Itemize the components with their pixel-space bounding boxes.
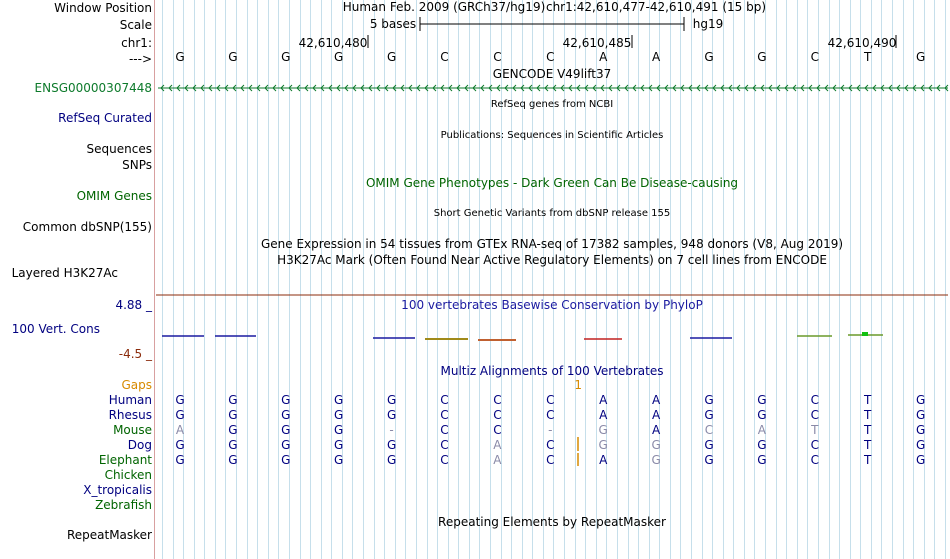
reference-base: A xyxy=(599,50,608,64)
species-label-human[interactable]: Human xyxy=(108,393,152,407)
repeatmasker-track-title: Repeating Elements by RepeatMasker xyxy=(438,515,666,529)
aligned-base: G xyxy=(175,453,185,467)
reference-base: G xyxy=(281,50,291,64)
multiz-track-title: Multiz Alignments of 100 Vertebrates xyxy=(440,364,664,378)
refseq-label[interactable]: RefSeq Curated xyxy=(58,111,152,125)
aligned-base: C xyxy=(546,453,555,467)
aligned-base: G xyxy=(386,438,397,452)
chrom-label: chr1: xyxy=(121,36,152,50)
reference-base: G xyxy=(704,50,714,64)
aligned-base: A xyxy=(599,393,608,407)
aligned-base: G xyxy=(228,423,238,437)
aligned-base: C xyxy=(440,408,449,422)
aligned-base: - xyxy=(548,423,553,437)
omim-label[interactable]: OMIM Genes xyxy=(76,189,152,203)
scale-label: Scale xyxy=(119,18,152,32)
aligned-base: G xyxy=(281,393,291,407)
aligned-base: A xyxy=(493,438,502,452)
aligned-base: G xyxy=(334,393,344,407)
aligned-base: C xyxy=(440,393,449,407)
aligned-base: T xyxy=(811,423,819,437)
species-label-mouse[interactable]: Mouse xyxy=(113,423,152,437)
phylop-track-title: 100 vertebrates Basewise Conservation by PhyloP xyxy=(401,298,703,312)
dbsnp-label[interactable]: Common dbSNP(155) xyxy=(22,220,152,234)
window-position-label: Window Position xyxy=(54,1,152,15)
reference-base: C xyxy=(546,50,555,64)
aligned-base: G xyxy=(704,453,714,467)
aligned-base: G xyxy=(334,453,344,467)
dbsnp-track-title: Short Genetic Variants from dbSNP release 155 xyxy=(433,208,671,219)
coord-tick-2: 42,610,485 xyxy=(562,36,632,50)
aligned-base: T xyxy=(864,423,872,437)
aligned-base: G xyxy=(915,438,926,452)
aligned-base: G xyxy=(281,408,291,422)
species-label-chicken[interactable]: Chicken xyxy=(104,468,152,482)
aligned-base: G xyxy=(386,453,397,467)
aligned-base: C xyxy=(810,453,819,467)
position-text: chr1:42,610,477-42,610,491 (15 bp) xyxy=(545,0,767,14)
strand-label: ---> xyxy=(128,52,152,66)
aligned-base: G xyxy=(651,438,661,452)
reference-base: G xyxy=(228,50,238,64)
aligned-base: T xyxy=(864,438,872,452)
aligned-base: G xyxy=(281,453,291,467)
cons-min-label: -4.5 _ xyxy=(118,347,152,361)
layered-h3k27ac-label[interactable]: Layered H3K27Ac xyxy=(11,266,118,280)
reference-base: C xyxy=(493,50,502,64)
aligned-base: A xyxy=(651,408,661,422)
gtex-track-title: Gene Expression in 54 tissues from GTEx RNA-seq of 17382 samples, 948 donors (V8, Aug 2019) xyxy=(260,237,844,251)
coord-tick-3: 42,610,490 xyxy=(827,36,897,50)
sequences-label[interactable]: Sequences xyxy=(86,142,152,156)
snps-label[interactable]: SNPs xyxy=(122,158,152,172)
aligned-base: C xyxy=(704,423,714,437)
aligned-base: A xyxy=(175,423,185,437)
species-label-dog[interactable]: Dog xyxy=(127,438,152,452)
species-label-zebrafish[interactable]: Zebrafish xyxy=(95,498,152,512)
aligned-base: C xyxy=(546,408,555,422)
species-label-rhesus[interactable]: Rhesus xyxy=(108,408,152,422)
aligned-base: A xyxy=(493,453,502,467)
aligned-base: G xyxy=(334,438,344,452)
aligned-base: G xyxy=(386,408,397,422)
aligned-base: G xyxy=(175,438,185,452)
scale-db-text: hg19 xyxy=(692,17,724,31)
aligned-base: G xyxy=(704,408,714,422)
aligned-base: G xyxy=(757,453,767,467)
repeatmasker-label[interactable]: RepeatMasker xyxy=(66,528,152,542)
aligned-base: C xyxy=(810,438,819,452)
aligned-base: G xyxy=(598,438,608,452)
gaps-label: Gaps xyxy=(121,378,152,392)
aligned-base: G xyxy=(915,393,926,407)
aligned-base: C xyxy=(440,453,449,467)
scale-length-text: 5 bases xyxy=(369,17,417,31)
aligned-base: C xyxy=(493,408,502,422)
omim-track-title: OMIM Gene Phenotypes - Dark Green Can Be Disease-causing xyxy=(365,176,739,190)
aligned-base: C xyxy=(546,438,555,452)
aligned-base: C xyxy=(810,408,819,422)
reference-base: C xyxy=(440,50,449,64)
aligned-base: G xyxy=(757,393,767,407)
aligned-base: G xyxy=(915,453,926,467)
aligned-base: G xyxy=(651,453,661,467)
reference-base: A xyxy=(651,50,661,64)
gap-count-marker: 1 xyxy=(574,378,582,392)
aligned-base: G xyxy=(228,408,238,422)
species-label-x_tropicalis[interactable]: X_tropicalis xyxy=(83,483,152,497)
aligned-base: C xyxy=(440,438,449,452)
gene-id-label[interactable]: ENSG00000307448 xyxy=(34,81,152,95)
aligned-base: G xyxy=(598,423,608,437)
refseq-track-title: RefSeq genes from NCBI xyxy=(490,99,614,110)
aligned-base: T xyxy=(864,453,872,467)
aligned-base: G xyxy=(704,393,714,407)
h3k27ac-track-title: H3K27Ac Mark (Often Found Near Active Regulatory Elements) on 7 cell lines from ENCODE xyxy=(277,253,827,267)
aligned-base: A xyxy=(651,423,661,437)
aligned-base: C xyxy=(546,393,555,407)
aligned-base: C xyxy=(493,423,502,437)
aligned-base: C xyxy=(810,393,819,407)
aligned-base: A xyxy=(599,408,608,422)
aligned-base: C xyxy=(440,423,449,437)
reference-base: G xyxy=(757,50,767,64)
assembly-text: Human Feb. 2009 (GRCh37/hg19) xyxy=(342,0,546,14)
aligned-base: G xyxy=(228,393,238,407)
aligned-base: A xyxy=(599,453,608,467)
aligned-base: T xyxy=(864,408,872,422)
aligned-base: G xyxy=(915,408,926,422)
aligned-base: A xyxy=(651,393,661,407)
publications-track-title: Publications: Sequences in Scientific Articles xyxy=(440,130,664,141)
aligned-base: T xyxy=(864,393,872,407)
aligned-base: G xyxy=(175,408,185,422)
aligned-base: G xyxy=(386,393,397,407)
aligned-base: A xyxy=(757,423,766,437)
aligned-base: G xyxy=(334,408,344,422)
aligned-base: C xyxy=(493,393,502,407)
cons-track-label[interactable]: 100 Vert. Cons xyxy=(11,322,100,336)
coord-tick-1: 42,610,480 xyxy=(298,36,368,50)
aligned-base: G xyxy=(228,438,238,452)
cons-max-label: 4.88 _ xyxy=(115,298,152,312)
reference-base: G xyxy=(915,50,926,64)
aligned-base: G xyxy=(334,423,344,437)
aligned-base: G xyxy=(757,438,767,452)
reference-base: G xyxy=(175,50,185,64)
reference-base: T xyxy=(864,50,872,64)
gencode-track-title: GENCODE V49lift37 xyxy=(492,67,612,81)
aligned-base: G xyxy=(175,393,185,407)
aligned-base: G xyxy=(915,423,926,437)
reference-base: G xyxy=(386,50,397,64)
reference-base: G xyxy=(334,50,344,64)
aligned-base: G xyxy=(757,408,767,422)
reference-base: C xyxy=(810,50,819,64)
species-label-elephant[interactable]: Elephant xyxy=(98,453,152,467)
aligned-base: G xyxy=(281,438,291,452)
aligned-base: G xyxy=(704,438,714,452)
aligned-base: G xyxy=(228,453,238,467)
aligned-base: G xyxy=(281,423,291,437)
aligned-base: - xyxy=(389,423,394,437)
